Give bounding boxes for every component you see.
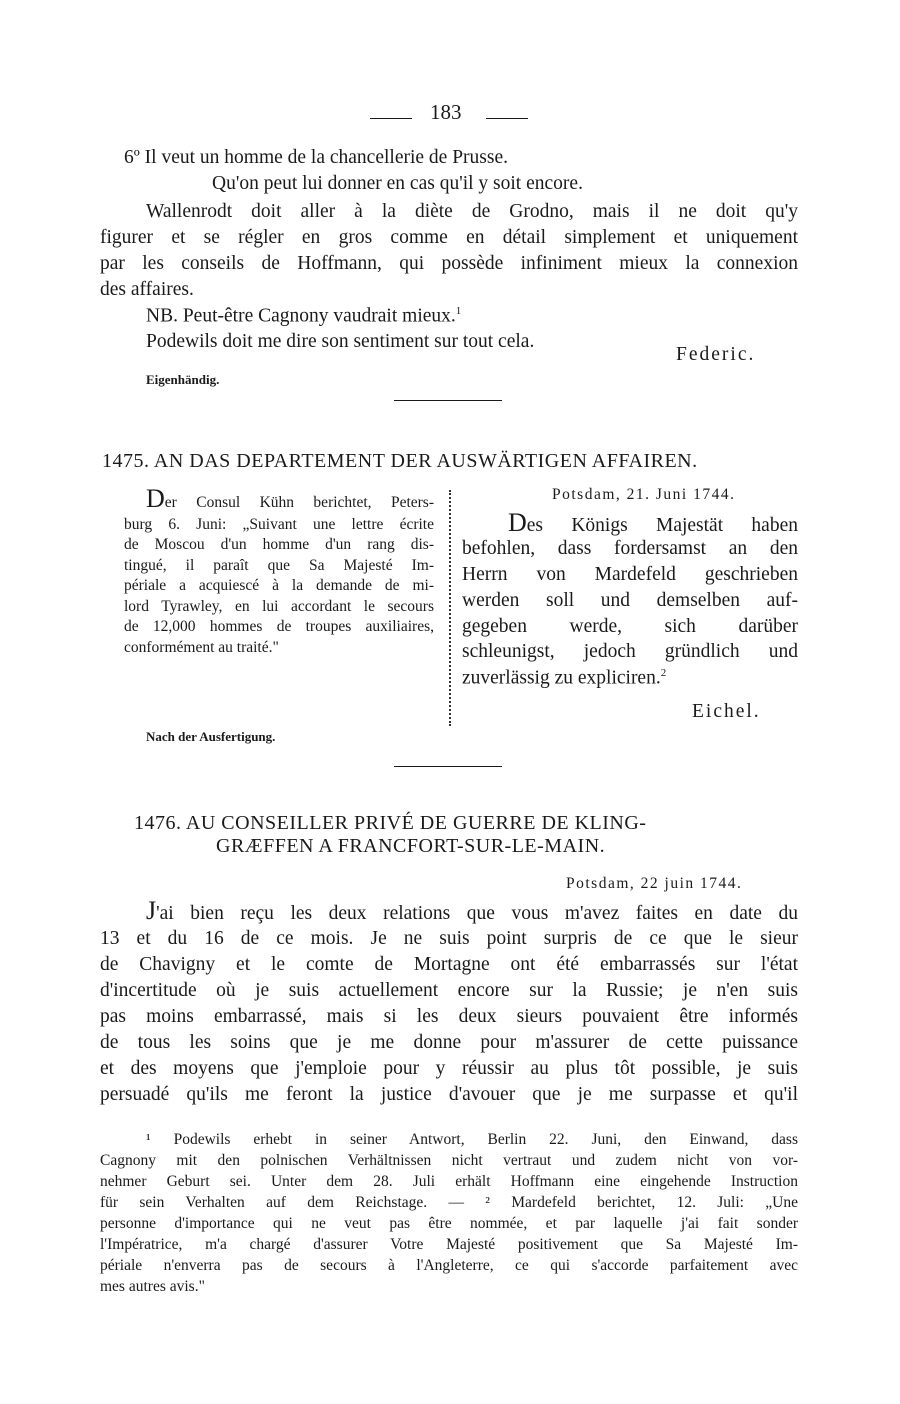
- nb-text: NB. Peut-être Cagnony vaudrait mieux.: [146, 305, 456, 327]
- wallenrodt-line-2: figurer et se régler en gros comme en détail simplement et uniquement: [100, 227, 798, 248]
- right-col-line-4: werden soll und demselben auf-: [462, 590, 798, 611]
- footnote-line-8: mes autres avis.": [100, 1278, 205, 1295]
- heading-1476-line-1: 1476. AU CONSEILLER PRIVÉ DE GUERRE DE KLING-: [134, 812, 647, 834]
- left-col-line-7: de 12,000 hommes de troupes auxiliaires,: [124, 618, 434, 635]
- footnote-line-3: nehmer Geburt sei. Unter dem 28. Juli erhält Hoffmann eine eingehende Instruction: [100, 1173, 798, 1190]
- source-note-ausfertigung: Nach der Ausfertigung.: [146, 729, 276, 744]
- letter-1476-line-7: et des moyens que j'emploie pour y réussir au plus tôt possible, je suis: [100, 1058, 798, 1079]
- footnote-line-7: périale n'enverra pas de secours à l'Angleterre, ce qui s'accorde parfaitement avec: [100, 1257, 798, 1274]
- wallenrodt-line-1: Wallenrodt doit aller à la diète de Grodno, mais il ne doit qu'y: [146, 201, 798, 222]
- left-col-line-1: [146, 486, 434, 512]
- left-col-line-2: burg 6. Juni: „Suivant une lettre écrite: [124, 516, 434, 533]
- letter-1476-line-2: 13 et du 16 de ce mois. Je ne suis point surpris de ce que le sieur: [100, 928, 798, 949]
- header-dash-left: [370, 118, 412, 119]
- letter-1476-line-1: [146, 898, 798, 925]
- left-col-line-6: lord Tyrawley, en lui accordant le secours: [124, 598, 434, 615]
- section-divider-2: [394, 766, 502, 767]
- wallenrodt-line-3: par les conseils de Hoffmann, qui possède infiniment mieux la connexion: [100, 253, 798, 274]
- footnote-mark-1: 1: [455, 305, 462, 317]
- left-col-line-1-text: er Consul Kühn berichtet, Peters-: [164, 494, 434, 511]
- left-col-line-8: conformément au traité.": [124, 639, 279, 656]
- right-col-line-7: [462, 667, 666, 690]
- heading-1475: 1475. AN DAS DEPARTEMENT DER AUSWÄRTIGEN AFFAIREN.: [102, 450, 698, 472]
- item-6-line: 6º Il veut un homme de la chancellerie de Prusse.: [124, 147, 509, 168]
- signature-federic: Federic.: [676, 344, 756, 365]
- source-note-eigenhaendig: Eigenhändig.: [146, 372, 220, 387]
- right-col-line-5: gegeben werde, sich darüber: [462, 616, 798, 637]
- right-col-line-3: Herrn von Mardefeld geschrieben: [462, 564, 798, 585]
- left-col-line-3: de Moscou d'un homme d'un rang dis-: [124, 536, 434, 553]
- dateline-1476: Potsdam, 22 juin 1744.: [566, 875, 743, 892]
- footnote-line-5: personne d'importance qui ne veut pas être nommée, et par laquelle j'ai fait sonder: [100, 1215, 798, 1232]
- dateline-1475: Potsdam, 21. Juni 1744.: [552, 486, 736, 503]
- nb-line: [146, 305, 461, 328]
- letter-1476-line-1-text: 'ai bien reçu les deux relations que vous m'avez faites en date du: [156, 903, 798, 924]
- letter-1476-line-6: de tous les soins que je me donne pour m'assurer de cette puissance: [100, 1032, 798, 1053]
- footnote-line-1: ¹ Podewils erhebt in seiner Antwort, Berlin 22. Juni, den Einwand, dass: [146, 1131, 798, 1148]
- footnote-line-2: Cagnony mit den polnischen Verhältnissen nicht vertraut und zudem nicht von vor-: [100, 1152, 798, 1169]
- page-number: 183: [430, 100, 462, 124]
- right-col-line-1: [508, 510, 798, 537]
- letter-1476-line-8: persuadé qu'ils me feront la justice d'avouer que je me surpasse et qu'il: [100, 1084, 798, 1105]
- letter-1476-line-4: d'incertitude où je suis actuellement encore sur la Russie; je n'en suis: [100, 980, 798, 1001]
- dropcap-d-left: D: [146, 484, 165, 513]
- right-col-line-1-text: es Königs Majestät haben: [526, 515, 798, 536]
- dropcap-j: J: [146, 896, 157, 925]
- left-col-line-5: périale a acquiescé à la demande de mi-: [124, 577, 434, 594]
- qu-on-line: Qu'on peut lui donner en cas qu'il y soit encore.: [212, 173, 583, 194]
- podewils-line: Podewils doit me dire son sentiment sur tout cela.: [146, 331, 535, 352]
- right-col-line-2: befohlen, dass fordersamst an den: [462, 538, 798, 559]
- footnote-line-6: l'Impératrice, m'a chargé d'assurer Votre Majesté positivement que Sa Majesté Im-: [100, 1236, 798, 1253]
- header-dash-right: [486, 118, 528, 119]
- right-col-line-6: schleunigst, jedoch gründlich und: [462, 641, 798, 662]
- footnote-line-4: für sein Verhalten auf dem Reichstage. — ² Mardefeld berichtet, 12. Juli: „Une: [100, 1194, 798, 1211]
- letter-1476-line-5: pas moins embarrassé, mais si les deux sieurs pouvaient être informés: [100, 1006, 798, 1027]
- left-col-line-4: tingué, il paraît que Sa Majesté Im-: [124, 557, 434, 574]
- column-separator: [449, 490, 451, 726]
- section-divider-1: [394, 400, 502, 401]
- footnote-mark-2: 2: [660, 667, 667, 679]
- letter-1476-line-3: de Chavigny et le comte de Mortagne ont été embarrassés sur l'état: [100, 954, 798, 975]
- wallenrodt-line-4: des affaires.: [100, 279, 194, 300]
- heading-1476-line-2: GRÆFFEN A FRANCFORT-SUR-LE-MAIN.: [216, 835, 606, 857]
- signature-eichel: Eichel.: [692, 701, 761, 722]
- right-col-line-7-text: zuverlässig zu expliciren.: [462, 667, 661, 689]
- dropcap-d-right: D: [508, 508, 527, 537]
